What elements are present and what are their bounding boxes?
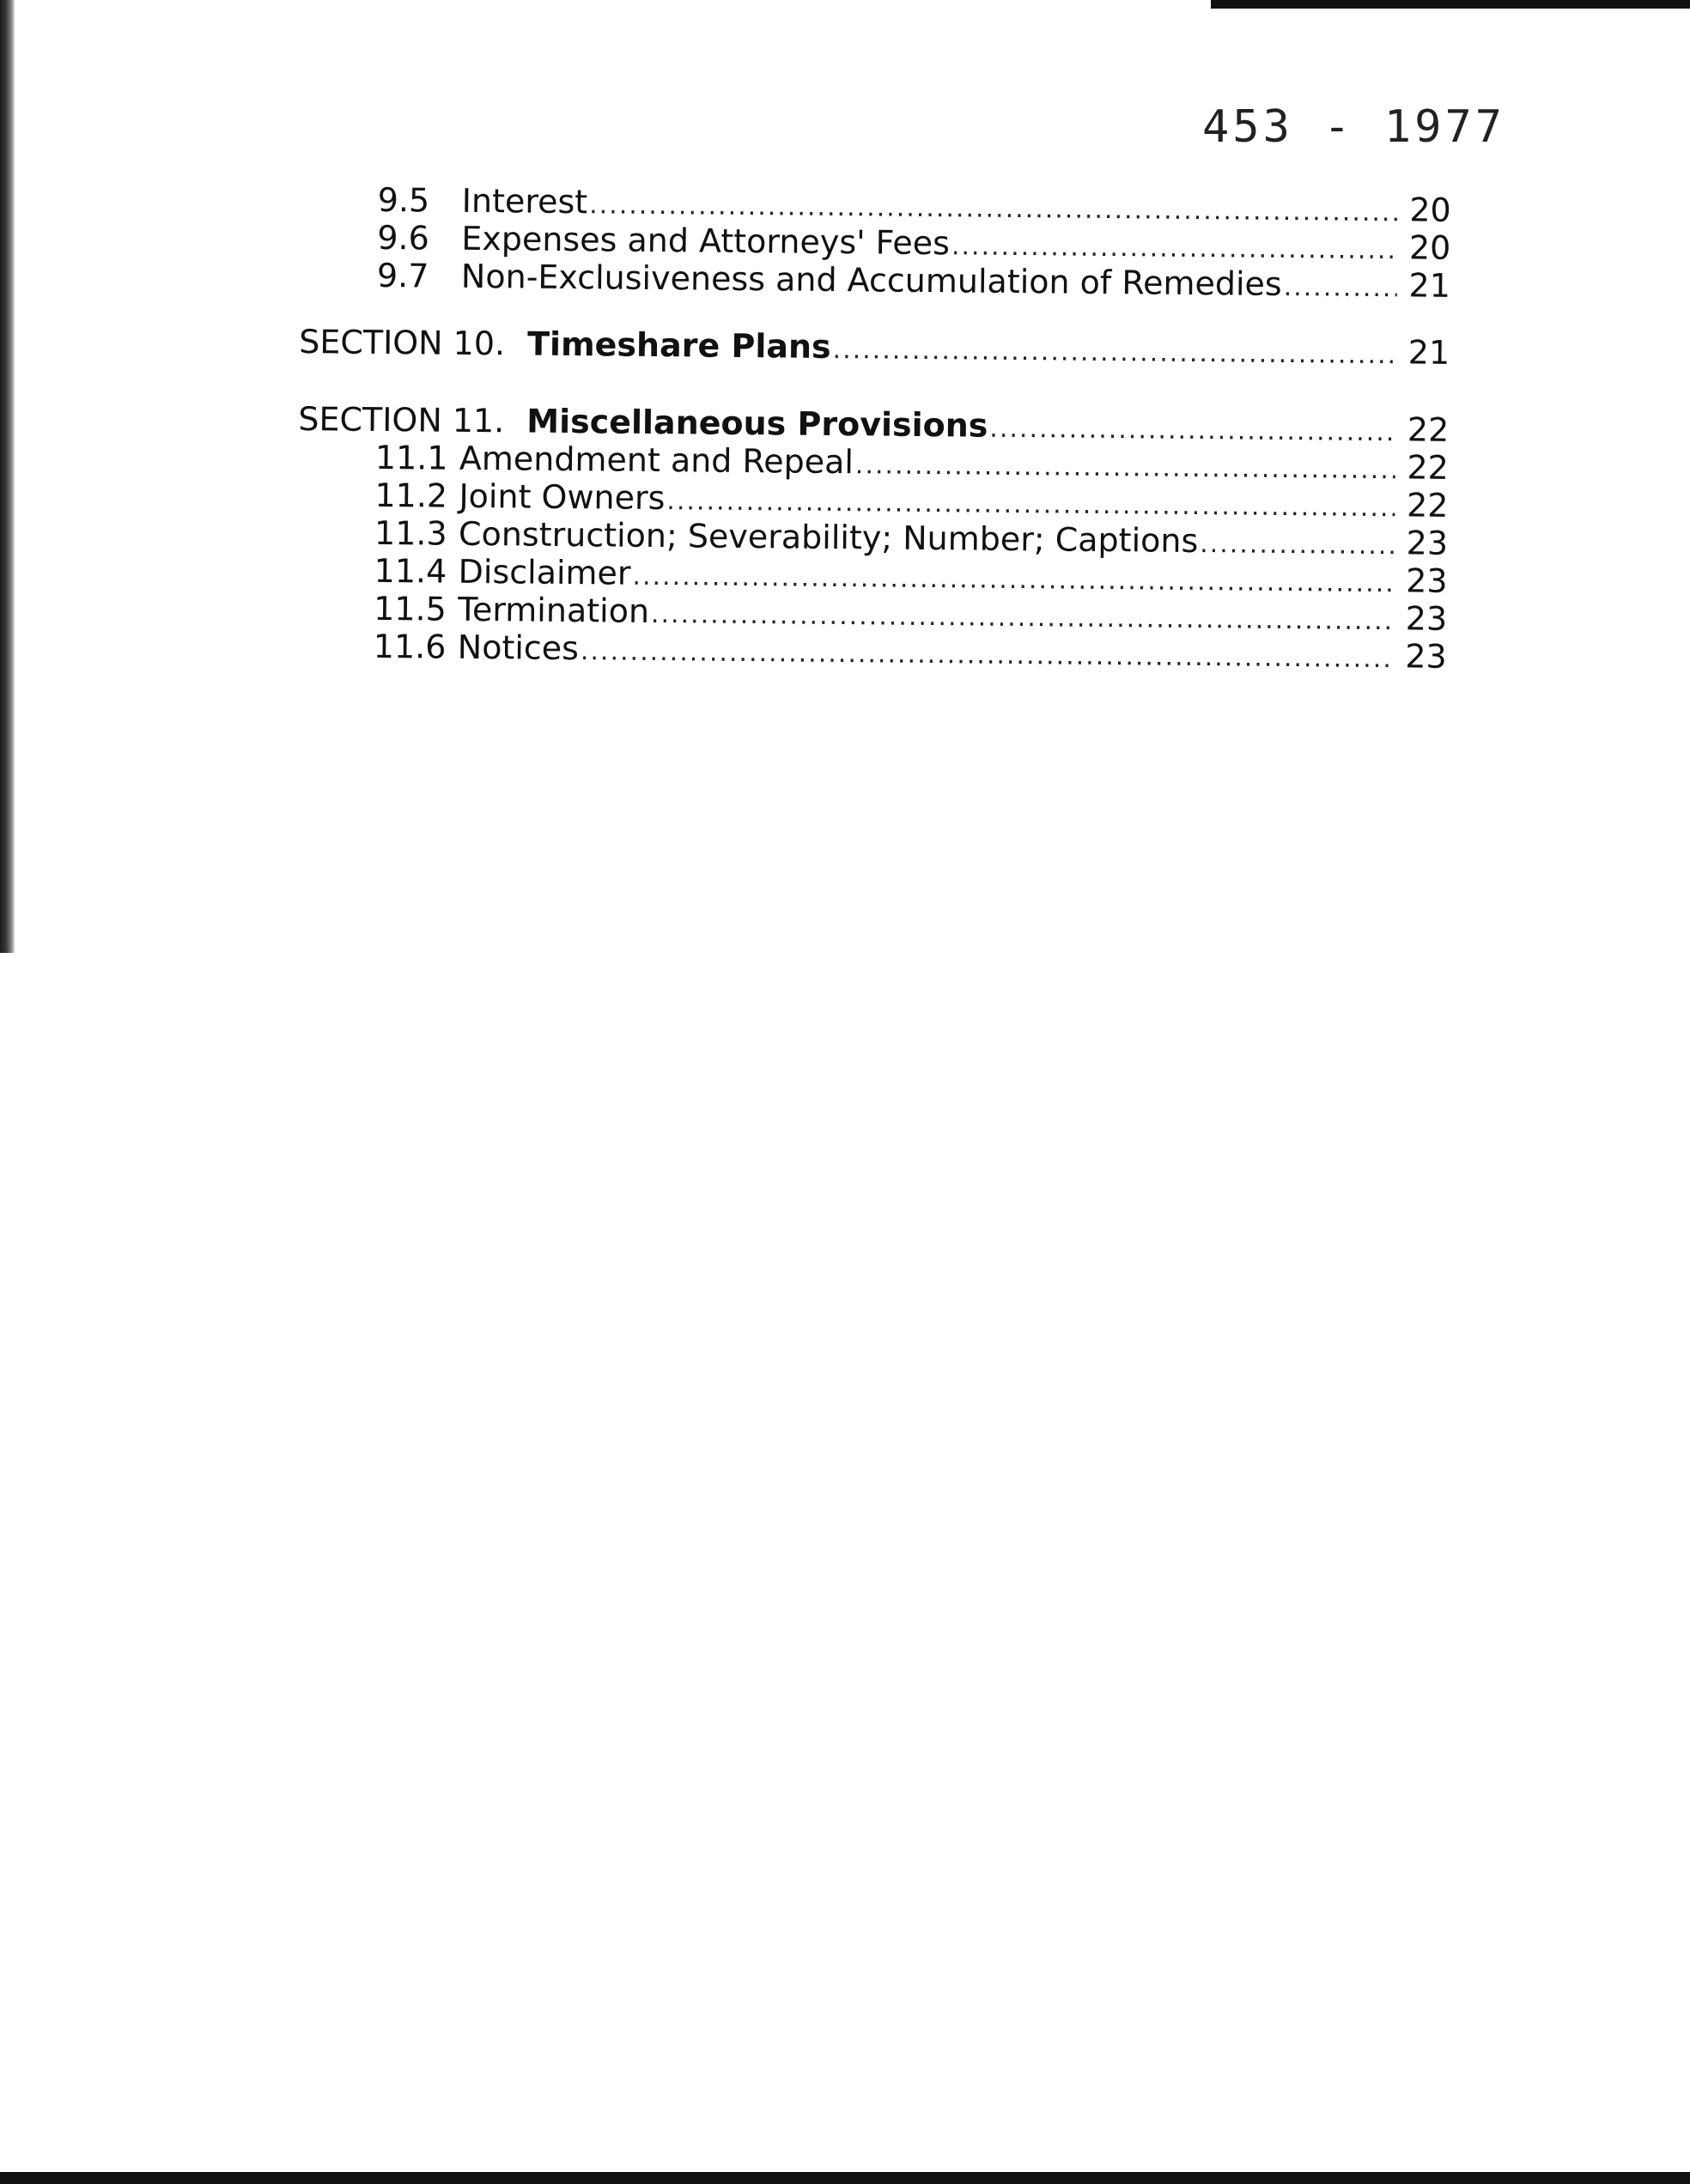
section-number: SECTION 10.: [298, 322, 506, 363]
toc-entry-number: 9.5: [377, 180, 430, 220]
dot-leader: [855, 446, 1395, 489]
toc-entry-number: 11.1: [374, 438, 448, 477]
toc-entry-number: 11.5: [374, 589, 447, 628]
dot-leader: [1283, 269, 1397, 307]
toc-entry-number: 9.7: [376, 256, 429, 295]
toc-entry-title: Termination: [457, 590, 650, 630]
toc-entry-page: 20: [1409, 191, 1451, 229]
toc-entry-title: Non-Exclusiveness and Accumulation of Remedies: [460, 257, 1282, 303]
section-page: 22: [1407, 410, 1450, 449]
section-page: 21: [1407, 333, 1450, 372]
toc-entry-title: Notices: [457, 628, 580, 668]
scan-edge-top: [1211, 0, 1690, 9]
toc-entry-title: Expenses and Attorneys' Fees: [461, 219, 951, 263]
toc-entry-number: 11.6: [373, 627, 447, 666]
dot-leader: [989, 410, 1395, 452]
toc-entry-number: 9.6: [377, 218, 430, 258]
dot-leader: [1200, 525, 1395, 565]
toc-entry-number: 11.2: [374, 476, 448, 515]
toc-entry-title: Joint Owners: [459, 476, 666, 518]
document-number: 453 - 1977: [1202, 101, 1506, 153]
scan-edge-left: [0, 0, 15, 953]
toc-entry-page: 22: [1406, 486, 1449, 525]
section-number: SECTION 11.: [298, 399, 505, 440]
toc-entry-page: 22: [1407, 448, 1450, 487]
toc-entry-number: 11.4: [374, 551, 447, 591]
toc-entry-page: 23: [1405, 599, 1448, 638]
section-title: Timeshare Plans: [526, 325, 831, 366]
dot-leader: [832, 331, 1396, 374]
toc-entry-page: 21: [1408, 266, 1451, 305]
toc-entry-page: 20: [1408, 228, 1451, 267]
toc-entry-page: 23: [1406, 524, 1449, 562]
dot-leader: [581, 633, 1394, 678]
scan-edge-bottom: [0, 2172, 1690, 2184]
toc-entry-title: Interest: [461, 181, 588, 221]
toc-entry-page: 23: [1406, 561, 1448, 600]
toc-entry-title: Disclaimer: [458, 552, 631, 592]
toc-entry-page: 23: [1405, 637, 1447, 676]
toc-section-10: [299, 323, 1450, 372]
table-of-contents: [296, 180, 1451, 676]
toc-entry-title: Construction; Severability; Number; Captions: [458, 514, 1199, 561]
toc-entry-title: Amendment and Repeal: [459, 439, 854, 482]
section-title: Miscellaneous Provisions: [526, 402, 988, 445]
toc-entry-number: 11.3: [374, 513, 447, 553]
